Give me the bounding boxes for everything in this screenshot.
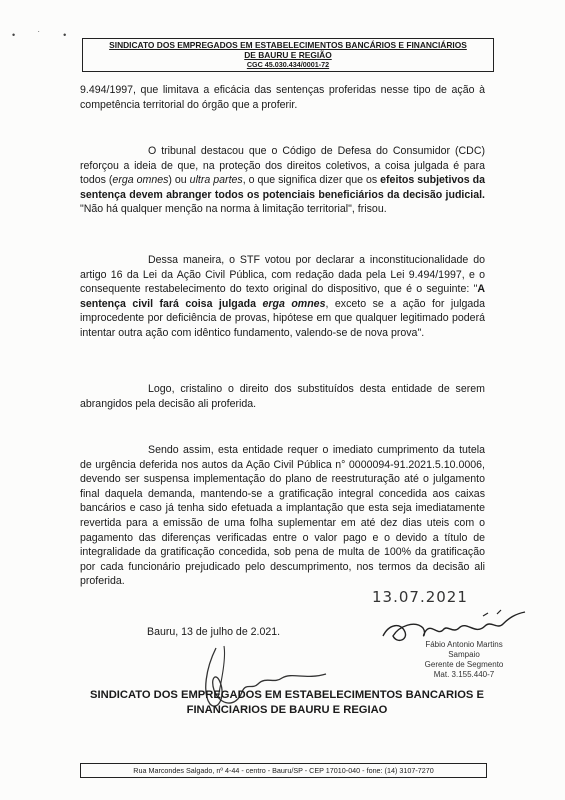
handwritten-date: 13.07.2021	[372, 588, 468, 606]
text-run: ) ou	[168, 174, 190, 187]
paragraph-4	[80, 443, 485, 589]
text-run: Logo, cristalino o direito dos substituídos desta entidade de serem abrangidos pela decisão ali proferida.	[80, 383, 485, 410]
stamp-role: Gerente de Segmento	[424, 660, 504, 669]
text-run: O tribunal destacou que o Código de Defesa do Consumidor (CDC) reforçou a ideia de que, na proteção dos direitos coletivos, a coisa julgada é para todos (	[80, 145, 485, 187]
stamp-mat: Mat. 3.155.440-7	[433, 670, 495, 679]
text-run: 9.494/1997, que limitava a eficácia das sentenças proferidas nesse tipo de ação à competência territorial do órgão que a proferir.	[80, 84, 485, 111]
text-run: erga omnes	[262, 297, 326, 310]
letterhead	[82, 38, 494, 72]
letterhead-cgc: CGC 45.030.434/0001-72	[246, 60, 330, 69]
paragraph-1	[80, 144, 485, 217]
stamp-name: Fábio Antonio Martins Sampaio	[425, 640, 503, 659]
footer-organization: SINDICATO DOS EMPREGADOS EM ESTABELECIMENTOS BANCARIOS E FINANCIARIOS DE BAURU E REGIAO	[90, 689, 484, 716]
receiver-stamp	[410, 640, 518, 680]
paragraph-2	[80, 253, 485, 341]
letterhead-region: DE BAURU E REGIÃO	[244, 50, 332, 60]
text-run: Sendo assim, esta entidade requer o imediato cumprimento da tutela de urgência deferida nos autos da Ação Civil Pública n° 0000094-91.2021.5.10.0006, devendo ser suspensa implementação do plano de reestruturação até o julgamento final daquela demanda, mantendo-se a gratificação integral concedida aos caixas bancários e caso já tenha sido efetuada a implantação que esta seja imediatamente revertida para a emissão de uma folha suplementar em até dez dias uteis com o pagamento das diferenças verificadas entre o valor pago e o devido a título de integralidade da gratificação concedida, sob pena de multa de 100% da gratificação por cada funcionário prejudicado pelo descumprimento, nos termos da decisão ali proferida.	[80, 444, 485, 588]
text-run: ultra partes	[189, 174, 243, 187]
paragraph-0	[80, 83, 485, 112]
text-run: , o que significa dizer que os	[242, 174, 381, 187]
letterhead-org-name: SINDICATO DOS EMPREGADOS EM ESTABELECIMENTOS BANCÁRIOS E FINANCIÁRIOS	[109, 40, 467, 50]
text-run: A sentença civil fará coisa julgada	[80, 283, 485, 310]
address-bar: Rua Marcondes Salgado, nº 4-44 - centro - Bauru/SP - CEP 17010-040 - fone: (14) 3107-7270	[80, 763, 487, 778]
text-run: efeitos subjetivos da sentença devem abranger todos os potenciais beneficiários da decisão judicial.	[80, 174, 485, 201]
text-run: erga omnes	[112, 174, 169, 187]
text-run: "Não há qualquer menção na norma à limitação territorial", frisou.	[80, 203, 387, 216]
place-and-date: Bauru, 13 de julho de 2.021.	[147, 626, 281, 638]
scan-marks: • ˙ •	[12, 30, 77, 40]
paragraph-3	[80, 382, 485, 411]
text-run: Dessa maneira, o STF votou por declarar a inconstitucionalidade do artigo 16 da Lei da Ação Civil Pública, com redação dada pela Lei 9.494/1997, e o consequente restabelecimento do texto original do dispositivo, que é o seguinte: "	[80, 254, 485, 296]
text-run: , exceto se a ação for julgada improcedente por deficiência de provas, hipótese em que qualquer legitimado poderá intentar outra ação com idêntico fundamento, valendo-se de nova prova".	[80, 297, 486, 339]
